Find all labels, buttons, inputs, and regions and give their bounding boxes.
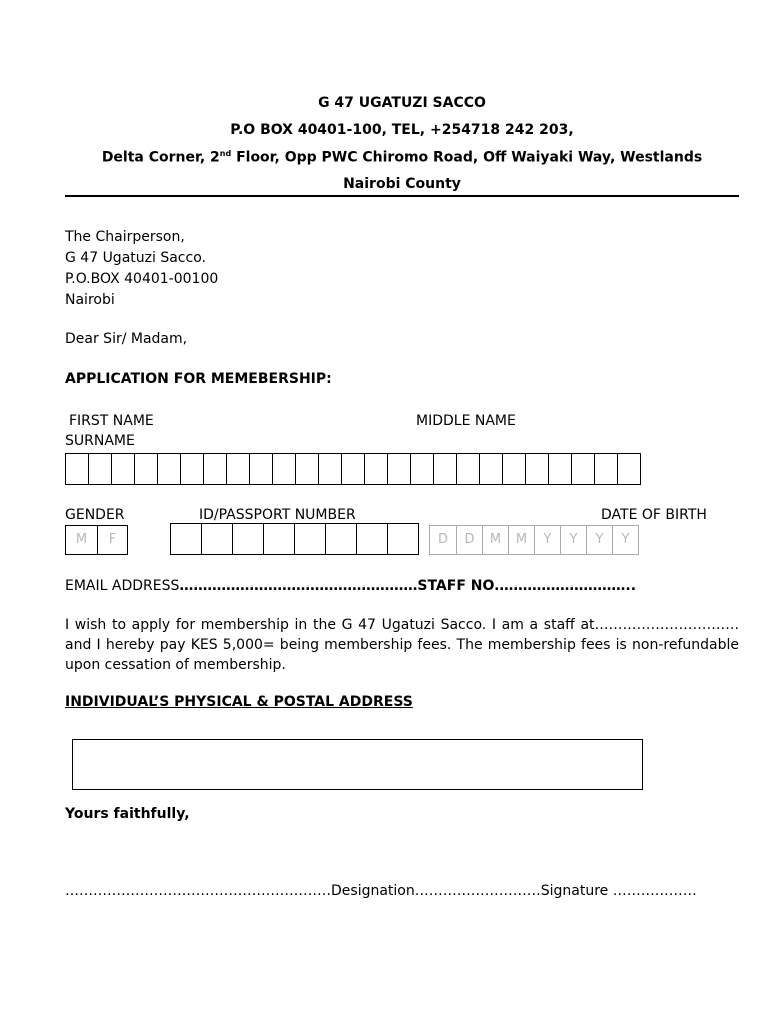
dob-char-box[interactable]: Y bbox=[612, 525, 639, 555]
gender-box-f[interactable]: F bbox=[97, 525, 128, 555]
name-char-box[interactable] bbox=[295, 453, 319, 485]
id-passport-boxes[interactable] bbox=[170, 523, 419, 555]
subject-heading: APPLICATION FOR MEMEBERSHIP: bbox=[65, 371, 332, 387]
dob-char-box[interactable]: D bbox=[429, 525, 457, 555]
name-char-box[interactable] bbox=[387, 453, 411, 485]
name-char-box[interactable] bbox=[617, 453, 641, 485]
surname-label: SURNAME bbox=[65, 433, 135, 449]
name-char-box[interactable] bbox=[134, 453, 158, 485]
id-char-box[interactable] bbox=[356, 523, 388, 555]
org-address-pre: Delta Corner, 2 bbox=[101, 149, 220, 166]
name-char-box[interactable] bbox=[410, 453, 434, 485]
header-divider bbox=[65, 195, 739, 197]
recipient-line: P.O.BOX 40401-00100 bbox=[65, 271, 219, 287]
name-char-box[interactable] bbox=[364, 453, 388, 485]
name-char-box[interactable] bbox=[157, 453, 181, 485]
closing: Yours faithfully, bbox=[65, 806, 190, 822]
org-address-sup: nd bbox=[219, 149, 232, 158]
recipient-line: Nairobi bbox=[65, 292, 115, 308]
dob-char-box[interactable]: M bbox=[508, 525, 535, 555]
org-contact: P.O BOX 40401-100, TEL, +254718 242 203, bbox=[230, 122, 574, 138]
signature-line[interactable]: …………………………………………………Designation………………………Signature ……………… bbox=[65, 883, 697, 899]
dob-char-box[interactable]: M bbox=[482, 525, 509, 555]
name-char-box[interactable] bbox=[456, 453, 480, 485]
org-address-post: Floor, Opp PWC Chiromo Road, Off Waiyaki Way, Westlands bbox=[231, 149, 703, 166]
first-name-label: FIRST NAME bbox=[69, 413, 154, 429]
application-statement: I wish to apply for membership in the G 47 Ugatuzi Sacco. I am a staff at…………………………. and I hereby pay KES 5,000= being membership fees. The membership fees is non-refundable upon cessation of membership. bbox=[65, 617, 739, 673]
name-char-box[interactable] bbox=[571, 453, 595, 485]
name-char-box[interactable] bbox=[249, 453, 273, 485]
email-staff-line bbox=[65, 578, 636, 594]
dob-char-box[interactable]: Y bbox=[560, 525, 587, 555]
dob-char-box[interactable]: Y bbox=[586, 525, 613, 555]
middle-name-label: MIDDLE NAME bbox=[416, 413, 516, 429]
gender-label: GENDER bbox=[65, 507, 125, 523]
dob-char-box[interactable]: D bbox=[456, 525, 483, 555]
name-boxes[interactable] bbox=[65, 453, 641, 485]
id-char-box[interactable] bbox=[263, 523, 295, 555]
id-char-box[interactable] bbox=[325, 523, 357, 555]
id-char-box[interactable] bbox=[232, 523, 264, 555]
dob-label: DATE OF BIRTH bbox=[601, 507, 707, 523]
id-passport-label: ID/PASSPORT NUMBER bbox=[199, 507, 356, 523]
name-char-box[interactable] bbox=[318, 453, 342, 485]
name-char-box[interactable] bbox=[594, 453, 618, 485]
recipient-line: The Chairperson, bbox=[65, 229, 185, 245]
dob-boxes[interactable] bbox=[429, 525, 639, 555]
id-char-box[interactable] bbox=[387, 523, 419, 555]
name-char-box[interactable] bbox=[341, 453, 365, 485]
name-char-box[interactable] bbox=[203, 453, 227, 485]
org-address bbox=[60, 149, 744, 166]
id-char-box[interactable] bbox=[170, 523, 202, 555]
address-heading: INDIVIDUAL’S PHYSICAL & POSTAL ADDRESS bbox=[65, 694, 413, 710]
recipient-block bbox=[65, 227, 218, 311]
name-char-box[interactable] bbox=[272, 453, 296, 485]
address-box[interactable] bbox=[72, 739, 643, 790]
name-char-box[interactable] bbox=[525, 453, 549, 485]
name-char-box[interactable] bbox=[548, 453, 572, 485]
gender-boxes[interactable] bbox=[65, 525, 128, 555]
name-char-box[interactable] bbox=[88, 453, 112, 485]
email-dots[interactable]: …………………………………………… bbox=[179, 578, 418, 594]
id-char-box[interactable] bbox=[294, 523, 326, 555]
name-char-box[interactable] bbox=[433, 453, 457, 485]
org-county: Nairobi County bbox=[343, 176, 461, 192]
name-char-box[interactable] bbox=[226, 453, 250, 485]
staff-no-label: STAFF NO. bbox=[417, 578, 500, 594]
id-char-box[interactable] bbox=[201, 523, 233, 555]
name-char-box[interactable] bbox=[65, 453, 89, 485]
org-name: G 47 UGATUZI SACCO bbox=[318, 95, 486, 111]
gender-box-m[interactable]: M bbox=[65, 525, 98, 555]
staff-no-dots[interactable]: ……………………….. bbox=[499, 578, 637, 594]
name-char-box[interactable] bbox=[479, 453, 503, 485]
name-char-box[interactable] bbox=[111, 453, 135, 485]
salutation: Dear Sir/ Madam, bbox=[65, 331, 188, 347]
name-char-box[interactable] bbox=[502, 453, 526, 485]
dob-char-box[interactable]: Y bbox=[534, 525, 561, 555]
recipient-line: G 47 Ugatuzi Sacco. bbox=[65, 250, 206, 266]
email-label: EMAIL ADDRESS bbox=[65, 578, 180, 594]
name-char-box[interactable] bbox=[180, 453, 204, 485]
